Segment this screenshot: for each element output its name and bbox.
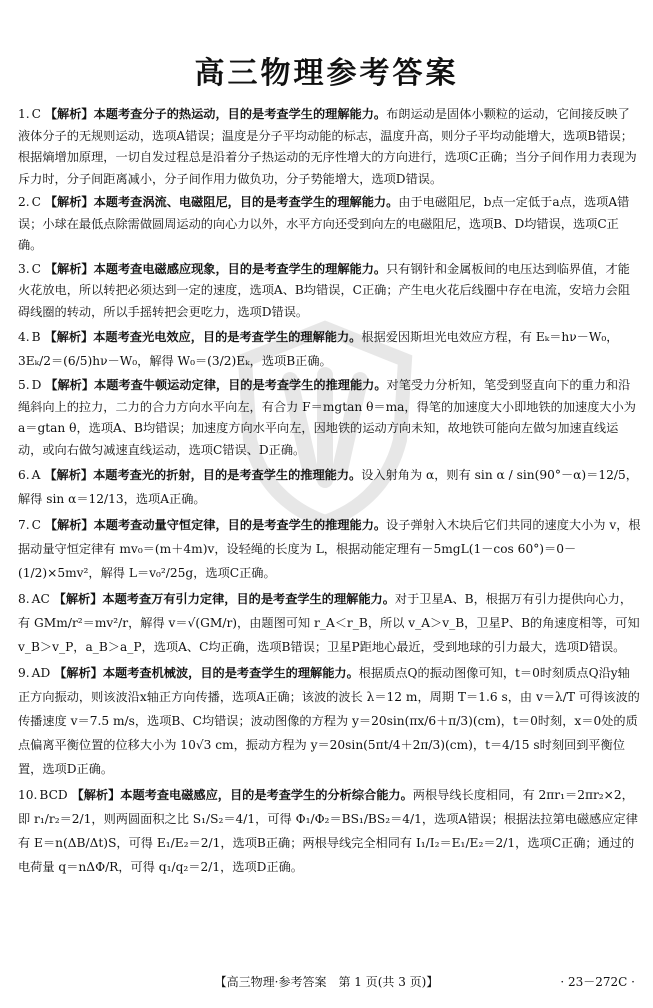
analysis-tag: 【解析】 bbox=[44, 107, 94, 121]
item-explanation: 两根导线长度相同，有 2πr₁＝2πr₂×2，即 r₁/r₂＝2/1，则两圆面积之比 S₁/S₂＝4/1，可得 Φ₁/Φ₂＝BS₁/BS₂＝4/1，选项A错误；根据法拉第电磁感应定律有 E＝n(ΔB/Δt)S，可得 E₁/E₂＝2/1，选项B正确；两根导线完全相同有 I₁/I₂＝E₁/E₂＝2/1，选项C正确；通过的电荷量 q＝nΔΦ/R，可得 q₁/q₂＝2/1，选项D正确。 bbox=[18, 788, 638, 874]
item-explanation: 设入射角为 α，则有 sin α / sin(90°－α)＝12/5，解得 sin α＝12/13，选项A正确。 bbox=[18, 468, 638, 506]
item-number: 7. bbox=[18, 518, 30, 532]
item-answer: A bbox=[31, 468, 41, 482]
item-answer: C bbox=[31, 261, 41, 276]
item-number: 1. bbox=[18, 107, 30, 121]
answer-item bbox=[18, 259, 642, 324]
item-explanation: 布朗运动是固体小颗粒的运动，它间接反映了液体分子的无规则运动，选项A错误；温度是分子平均动能的标志，温度升高，则分子平均动能增大，选项B错误；根据熵增加原理，一切自发过程总是沿着分子热运动的无序性增大的方向进行，选项C正确；当分子间作用力表现为斥力时，分子间距离减小，分子间作用力做负功，分子势能增大，选项D错误。 bbox=[18, 107, 637, 186]
answer-item bbox=[18, 463, 642, 511]
answer-item bbox=[18, 587, 642, 659]
answer-item bbox=[18, 783, 642, 879]
answer-item bbox=[18, 325, 642, 373]
item-focus: 本题考查牛顿运动定律，目的是考查学生的推理能力。 bbox=[94, 378, 387, 392]
analysis-tag: 【解析】 bbox=[71, 788, 121, 802]
item-focus: 本题考查电磁感应现象，目的是考查学生的理解能力。 bbox=[93, 261, 387, 276]
item-explanation: 只有钢针和金属板间的电压达到临界值，才能火花放电，所以转把必须达到一定的速度，选项A、B均错误，C正确；产生电火花后线圈中存在电流，安培力会阻碍线圈的转动，所以手摇转把会更吃力，选项D错误。 bbox=[18, 261, 631, 319]
item-number: 8. bbox=[18, 592, 30, 606]
item-answer: BCD bbox=[39, 788, 68, 802]
answer-list bbox=[18, 104, 642, 881]
item-number: 10. bbox=[18, 788, 38, 802]
item-number: 2. bbox=[18, 195, 30, 209]
item-explanation: 由于电磁阻尼，b点一定低于a点，选项A错误；小球在最低点除需做圆周运动的向心力以外，水平方向还受到向左的电磁阻尼，选项B、D均错误，选项C正确。 bbox=[18, 195, 630, 252]
item-answer: B bbox=[31, 330, 41, 344]
item-number: 6. bbox=[18, 468, 30, 482]
item-answer: C bbox=[31, 518, 41, 532]
analysis-tag: 【解析】 bbox=[45, 378, 95, 392]
analysis-tag: 【解析】 bbox=[54, 666, 103, 680]
answer-item bbox=[18, 661, 642, 781]
item-focus: 本题考查机械波，目的是考查学生的理解能力。 bbox=[102, 666, 359, 680]
item-focus: 本题考查电磁感应，目的是考查学生的分析综合能力。 bbox=[120, 788, 413, 802]
item-number: 3. bbox=[18, 261, 30, 276]
item-explanation: 设子弹射入木块后它们共同的速度大小为 v，根据动量守恒定律有 mv₀＝(m＋4m)v，设轻绳的长度为 L，根据动能定理有－5mgL(1－cos 60°)＝0－(1/2)×5mv²，解得 L＝v₀²/25g，选项C正确。 bbox=[18, 518, 641, 580]
answer-item bbox=[18, 104, 642, 190]
page-footer bbox=[0, 970, 653, 994]
item-answer: AC bbox=[31, 592, 50, 606]
answer-item bbox=[18, 513, 642, 585]
item-number: 5. bbox=[18, 378, 30, 392]
analysis-tag: 【解析】 bbox=[44, 518, 94, 532]
item-focus: 本题考查万有引力定律，目的是考查学生的理解能力。 bbox=[102, 592, 395, 606]
item-focus: 本题考查分子的热运动，目的是考查学生的理解能力。 bbox=[93, 107, 387, 121]
page-title: 高三物理参考答案 bbox=[194, 56, 459, 91]
answer-item bbox=[18, 192, 642, 257]
answer-item bbox=[18, 375, 642, 461]
item-explanation: 对笔受力分析知，笔受到竖直向下的重力和沿绳斜向上的拉力，二力的合力方向水平向左，有合力 F＝mgtan θ＝ma，得笔的加速度大小即地铁的加速度大小为 a＝gtan θ，选项A、B均错误；加速度方向水平向左，因地铁的运动方向未知，故地铁可能向左做匀加速直线运动，或向右做匀减速直线运动，选项C错误、D正确。 bbox=[18, 378, 636, 457]
analysis-tag: 【解析】 bbox=[44, 468, 94, 482]
analysis-tag: 【解析】 bbox=[53, 592, 103, 606]
item-focus: 本题考查光电效应，目的是考查学生的理解能力。 bbox=[93, 330, 362, 344]
item-answer: C bbox=[31, 195, 41, 209]
analysis-tag: 【解析】 bbox=[44, 330, 94, 344]
item-number: 9. bbox=[18, 666, 30, 680]
item-explanation: 根据爱因斯坦光电效应方程，有 Eₖ＝hν－W₀，3Eₖ/2＝(6/5)hν－W₀，解得 W₀＝(3/2)Eₖ，选项B正确。 bbox=[18, 330, 619, 368]
footer-doc-code: · 23－272C · bbox=[560, 975, 635, 989]
footer-page-info: 【高三物理·参考答案 第 1 页(共 3 页)】 bbox=[214, 975, 439, 989]
analysis-tag: 【解析】 bbox=[44, 261, 94, 276]
analysis-tag: 【解析】 bbox=[44, 195, 94, 209]
item-answer: D bbox=[31, 378, 42, 392]
item-answer: C bbox=[31, 107, 41, 121]
item-number: 4. bbox=[18, 330, 30, 344]
item-explanation: 对于卫星A、B，根据万有引力提供向心力，有 GMm/r²＝mv²/r，解得 v＝√(GM/r)，由题图可知 r_A＜r_B，所以 v_A＞v_B，卫星P、B的角速度相等，可知 v_B＞v_P，a_B＞a_P，选项A、C均正确，选项B错误；卫星P距地心最近，受到地球的引力最大，选项D错误。 bbox=[18, 592, 640, 654]
item-answer: AD bbox=[31, 666, 51, 680]
item-focus: 本题考查光的折射，目的是考查学生的推理能力。 bbox=[93, 468, 362, 482]
item-explanation: 根据质点Q的振动图像可知，t＝0时刻质点Q沿y轴正方向振动，则该波沿x轴正方向传播，选项A正确；该波的波长 λ＝12 m，周期 T＝1.6 s，由 v＝λ/T 可得该波的传播速度 v＝7.5 m/s，选项B、C均错误；波动图像的方程为 y＝20sin(πx/6＋π/3)(cm)，t＝0时刻，x＝0处的质点偏离平衡位置的位移大小为 10√3 cm，振动方程为 y＝20sin(5πt/4＋2π/3)(cm)，t＝4/15 s时刻回到平衡位置，选项D正确。 bbox=[18, 666, 640, 776]
item-focus: 本题考查动量守恒定律，目的是考查学生的推理能力。 bbox=[93, 518, 387, 532]
item-focus: 本题考查涡流、电磁阻尼，目的是考查学生的理解能力。 bbox=[93, 195, 399, 209]
